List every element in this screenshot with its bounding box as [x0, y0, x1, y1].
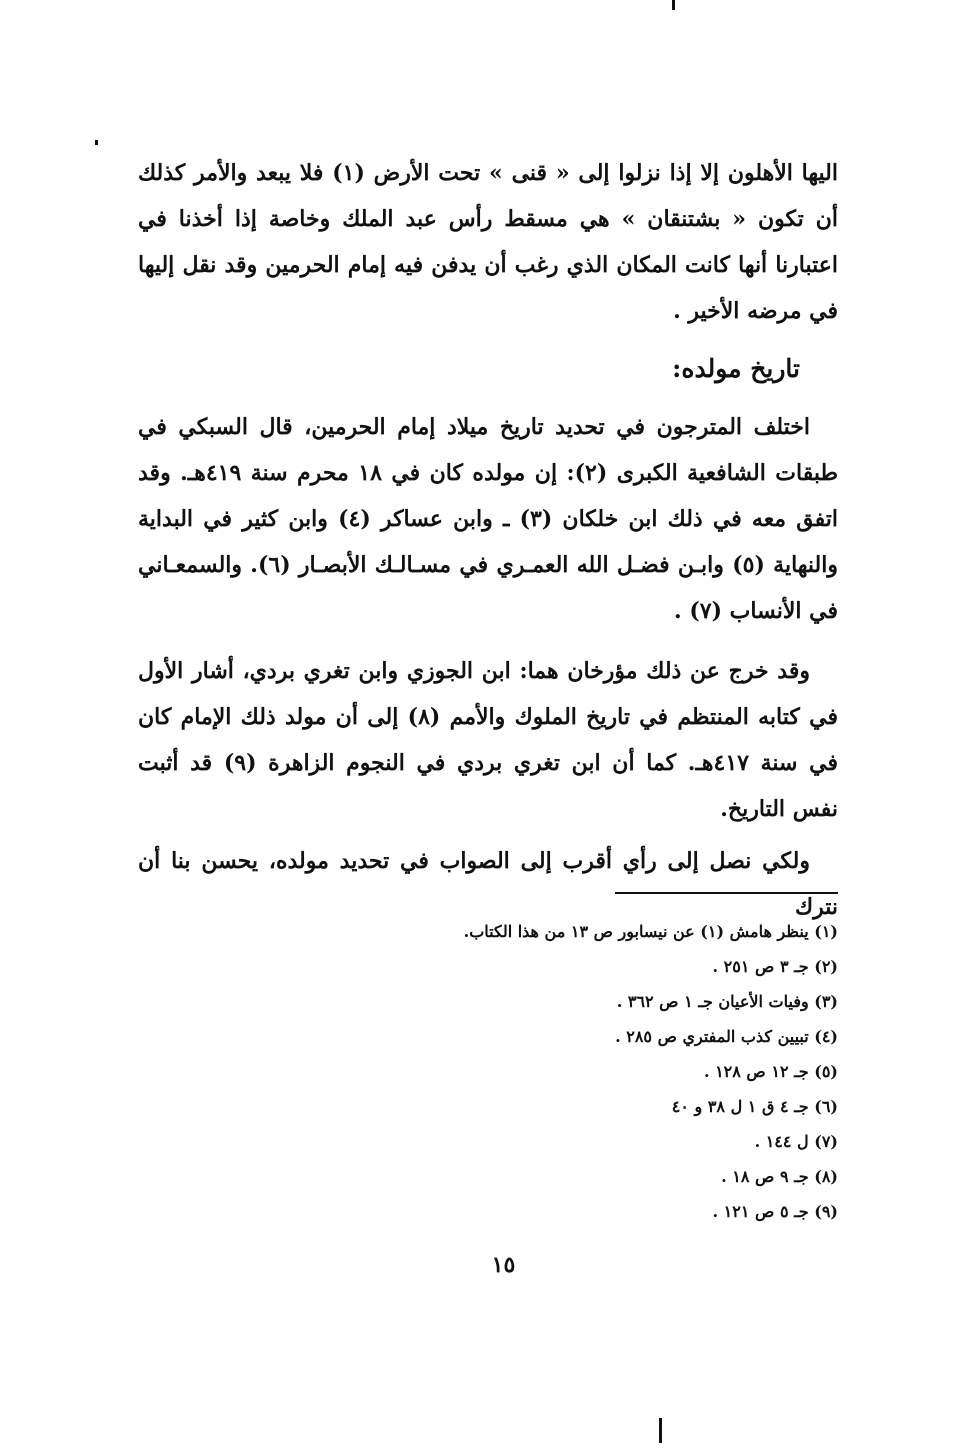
footnote-item: (٨) جـ ٩ ص ١٨ . [721, 1167, 838, 1186]
footnote-item: (٦) جـ ٤ ق ١ ل ٣٨ و ٤٠ [671, 1097, 838, 1116]
section-heading: تاريخ مولده: [672, 354, 800, 383]
footnote-item: (١) ينظر هامش (١) عن نيسابور ص ١٣ من هذا الكتاب. [463, 922, 838, 941]
footnotes [138, 914, 838, 1229]
paragraph-birth-date: اختلف المترجون في تحديد تاريخ ميلاد إمام الحرمين، قال السبكي في طبقات الشافعية الكبرى (٢): إن مولده كان في ١٨ محرم سنة ٤١٩هـ. وقد اتفق معه في ذلك ابن خلكان (٣) ـ وابن عساكر (٤) وابن كثير في البداية والنهاية (٥) وابـن فضـل الله العمـري في مسـالـك الأبصـار (٦). والسمعـاني في الأنساب (٧) . [138, 414, 838, 624]
scan-edge-mark [659, 1418, 662, 1443]
main-text [138, 150, 838, 930]
footnote-separator [615, 892, 838, 894]
scan-edge-mark [672, 0, 675, 10]
footnote-item: (٥) جـ ١٢ ص ١٢٨ . [703, 1062, 838, 1081]
footnote-item: (٩) جـ ٥ ص ١٢١ . [712, 1202, 838, 1221]
paragraph-other-historians: وقد خرج عن ذلك مؤرخان هما: ابن الجوزي وابن تغري بردي، أشار الأول في كتابه المنتظم في تاريخ الملوك والأمم (٨) إلى أن مولد ذلك الإمام كان في سنة ٤١٧هـ. كما أن ابن تغري بردي في النجوم الزاهرة (٩) قد أثبت نفس التاريخ. [138, 658, 839, 822]
scan-speck [95, 140, 98, 145]
footnote-item: (٤) تبيين كذب المفتري ص ٢٨٥ . [615, 1027, 838, 1046]
page-number: ١٥ [491, 1252, 516, 1278]
paragraph-continuation: اليها الأهلون إلا إذا نزلوا إلى « قنى » تحت الأرض (١) فلا يبعد والأمر كذلك أن تكون « بشتنقان » هي مسقط رأس عبد الملك وخاصة إذا أخذنا في اعتبارنا أنها كانت المكان الذي رغب أن يدفن فيه إمام الحرمين وقد نقل إليها في مرضه الأخير . [138, 160, 838, 324]
footnote-item: (٢) جـ ٣ ص ٢٥١ . [712, 957, 838, 976]
footnote-item: (٣) وفيات الأعيان جـ ١ ص ٣٦٢ . [616, 992, 838, 1011]
paragraph-closing: ولكي نصل إلى رأي أقرب إلى الصواب في تحديد مولده، يحسن بنا أن نترك [138, 848, 838, 920]
footnote-item: (٧) ل ١٤٤ . [754, 1132, 838, 1151]
